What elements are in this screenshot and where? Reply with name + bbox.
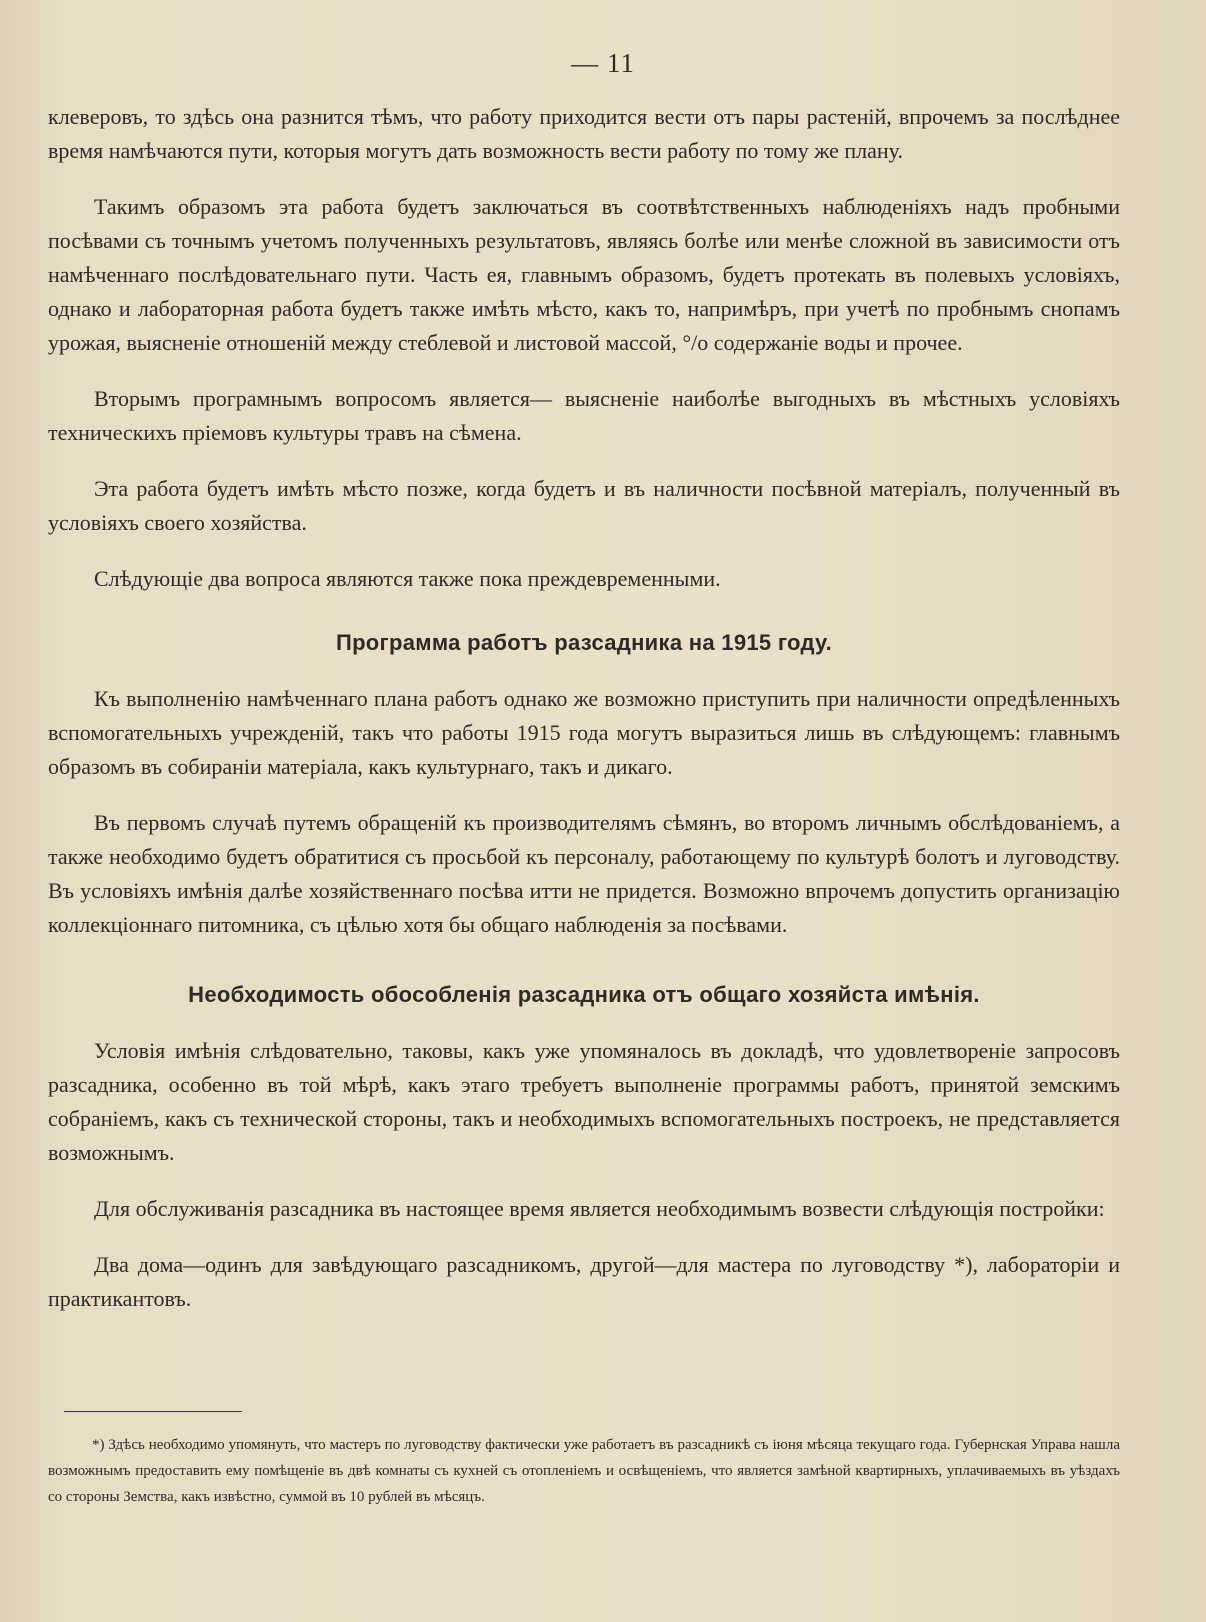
footnote-divider	[64, 1411, 242, 1412]
paragraph: Къ выполненію намѣченнаго плана работъ однако же возможно приступить при наличности опредѣленныхъ вспомогательныхъ учрежденій, такъ что работы 1915 года могутъ выразиться лишь въ слѣдующемъ: главнымъ образомъ въ собираніи матеріала, какъ культурнаго, такъ и дикаго.	[48, 686, 1120, 779]
paragraph: Такимъ образомъ эта работа будетъ заключаться въ соотвѣтственныхъ наблюденіяхъ надъ пробными посѣвами съ точнымъ учетомъ полученныхъ результатовъ, являясь болѣе или менѣе сложной въ зависимости отъ намѣченнаго послѣдовательнаго пути. Часть ея, главнымъ образомъ, будетъ протекать въ полевыхъ условіяхъ, однако и лабораторная работа будетъ также имѣть мѣсто, какъ то, напримѣръ, при учетѣ по пробнымъ снопамъ урожая, выясненіе отношеній между стеблевой и листовой массой, °/о содержаніе воды и прочее.	[48, 194, 1120, 355]
paragraph: Вторымъ програмнымъ вопросомъ является— выясненіе наиболѣе выгодныхъ въ мѣстныхъ условіяхъ техническихъ пріемовъ культуры травъ на сѣмена.	[48, 386, 1120, 445]
paragraph: Слѣдующіе два вопроса являются также пока преждевременными.	[94, 566, 721, 591]
body-text	[48, 100, 1120, 1338]
section-heading-separation: Необходимость обособленія разсадника отъ общаго хозяйста имѣнія.	[188, 982, 980, 1007]
paragraph: Въ первомъ случаѣ путемъ обращеній къ производителямъ сѣмянъ, во второмъ личнымъ обслѣдованіемъ, а также необходимо будетъ обратитися съ просьбой къ персоналу, работающему по культурѣ болотъ и луговодству. Въ условіяхъ имѣнія далѣе хозяйственнаго посѣва итти не придется. Возможно впрочемъ допустить организацію коллекціоннаго питомника, съ цѣлью хотя бы общаго наблюденія за посѣвами.	[48, 810, 1120, 937]
paragraph: клеверовъ, то здѣсь она разнится тѣмъ, что работу приходится вести отъ пары растеній, впрочемъ за послѣднее время намѣчаются пути, которыя могутъ дать возможность вести работу по тому же плану.	[48, 104, 1120, 163]
paragraph: Условія имѣнія слѣдовательно, таковы, какъ уже упомяналось въ докладѣ, что удовлетвореніе запросовъ разсадника, особенно въ той мѣрѣ, какъ этаго требуетъ выполненіе программы работъ, принятой земскимъ собраніемъ, какъ съ технической стороны, такъ и необходимыхъ вспомогательныхъ построекъ, не представляется возможнымъ.	[48, 1038, 1120, 1165]
footnote: *) Здѣсь необходимо упомянуть, что мастеръ по луговодству фактически уже работаетъ въ разсадникѣ съ іюня мѣсяца текущаго года. Губернская Управа нашла возможнымъ предоставить ему помѣщеніе въ двѣ комнаты съ кухней съ отопленіемъ и освѣщеніемъ, что является замѣной квартирныхъ, уплачиваемыхъ въ уѣздахъ со стороны Земства, какъ извѣстно, суммой въ 10 рублей въ мѣсяцъ.	[48, 1437, 1120, 1505]
paragraph: Эта работа будетъ имѣть мѣсто позже, когда будетъ и въ наличности посѣвной матеріалъ, полученный въ условіяхъ своего хозяйства.	[48, 476, 1120, 535]
paragraph: Для обслуживанія разсадника въ настоящее время является необходимымъ возвести слѣдующія постройки:	[94, 1196, 1105, 1221]
page-number: — 11	[571, 48, 635, 78]
section-heading-program: Программа работъ разсадника на 1915 году.	[335, 630, 833, 655]
paragraph: Два дома—одинъ для завѣдующаго разсадникомъ, другой—для мастера по луговодству *), лабораторіи и практикантовъ.	[48, 1252, 1120, 1311]
